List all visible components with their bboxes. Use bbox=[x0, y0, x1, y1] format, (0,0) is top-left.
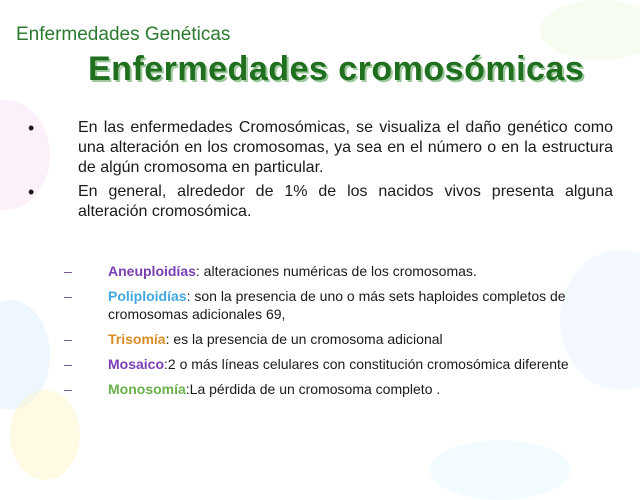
term-trisomia: Trisomía bbox=[108, 331, 166, 347]
subitem-description: : es la presencia de un cromosoma adicional bbox=[165, 331, 443, 347]
bullet-text: En las enfermedades Cromosómicas, se visualiza el daño genético como una alteración en los cromosomas, ya sea en el número o en la estructura de algún cromosoma en particular. bbox=[78, 119, 613, 176]
subitem-text bbox=[108, 380, 440, 398]
term-monosomia: Monosomía bbox=[108, 381, 186, 397]
slide-subtitle: Enfermedades Genéticas bbox=[16, 24, 231, 45]
bullet-item bbox=[28, 118, 613, 178]
bullet-marker: • bbox=[28, 118, 35, 138]
subitem bbox=[64, 262, 584, 280]
term-aneuploidias: Aneuploidías bbox=[108, 263, 196, 279]
bullet-list bbox=[28, 118, 613, 226]
dash-marker: – bbox=[64, 356, 72, 372]
subitem-description: : alteraciones numéricas de los cromosomas. bbox=[195, 263, 477, 279]
bullet-item bbox=[28, 182, 613, 222]
subitem-text bbox=[108, 330, 443, 348]
subitem-list bbox=[64, 262, 584, 405]
subitem-description: :La pérdida de un cromosoma completo . bbox=[185, 381, 441, 397]
subitem-text bbox=[108, 355, 569, 373]
term-poliploidias: Poliploidías bbox=[108, 288, 187, 304]
dash-marker: – bbox=[64, 263, 72, 279]
dash-marker: – bbox=[64, 331, 72, 347]
subitem-text bbox=[108, 262, 477, 280]
subitem-description: :2 o más líneas celulares con constitución cromosómica diferente bbox=[164, 356, 569, 372]
subitem bbox=[64, 330, 584, 348]
slide-title: Enfermedades cromosómicas bbox=[88, 50, 585, 88]
subitem bbox=[64, 380, 584, 398]
dash-marker: – bbox=[64, 381, 72, 397]
subitem-text bbox=[108, 287, 584, 323]
bullet-text: En general, alrededor de 1% de los nacidos vivos presenta alguna alteración cromosómica. bbox=[78, 183, 613, 220]
dash-marker: – bbox=[64, 288, 72, 304]
subitem bbox=[64, 355, 584, 373]
subitem-description: : son la presencia de uno o más sets haploides completos de cromosomas adicionales 69, bbox=[108, 288, 566, 322]
bullet-marker: • bbox=[28, 182, 35, 202]
term-mosaico: Mosaico bbox=[108, 356, 165, 372]
decorative-balloon bbox=[430, 440, 570, 500]
subitem bbox=[64, 287, 584, 323]
